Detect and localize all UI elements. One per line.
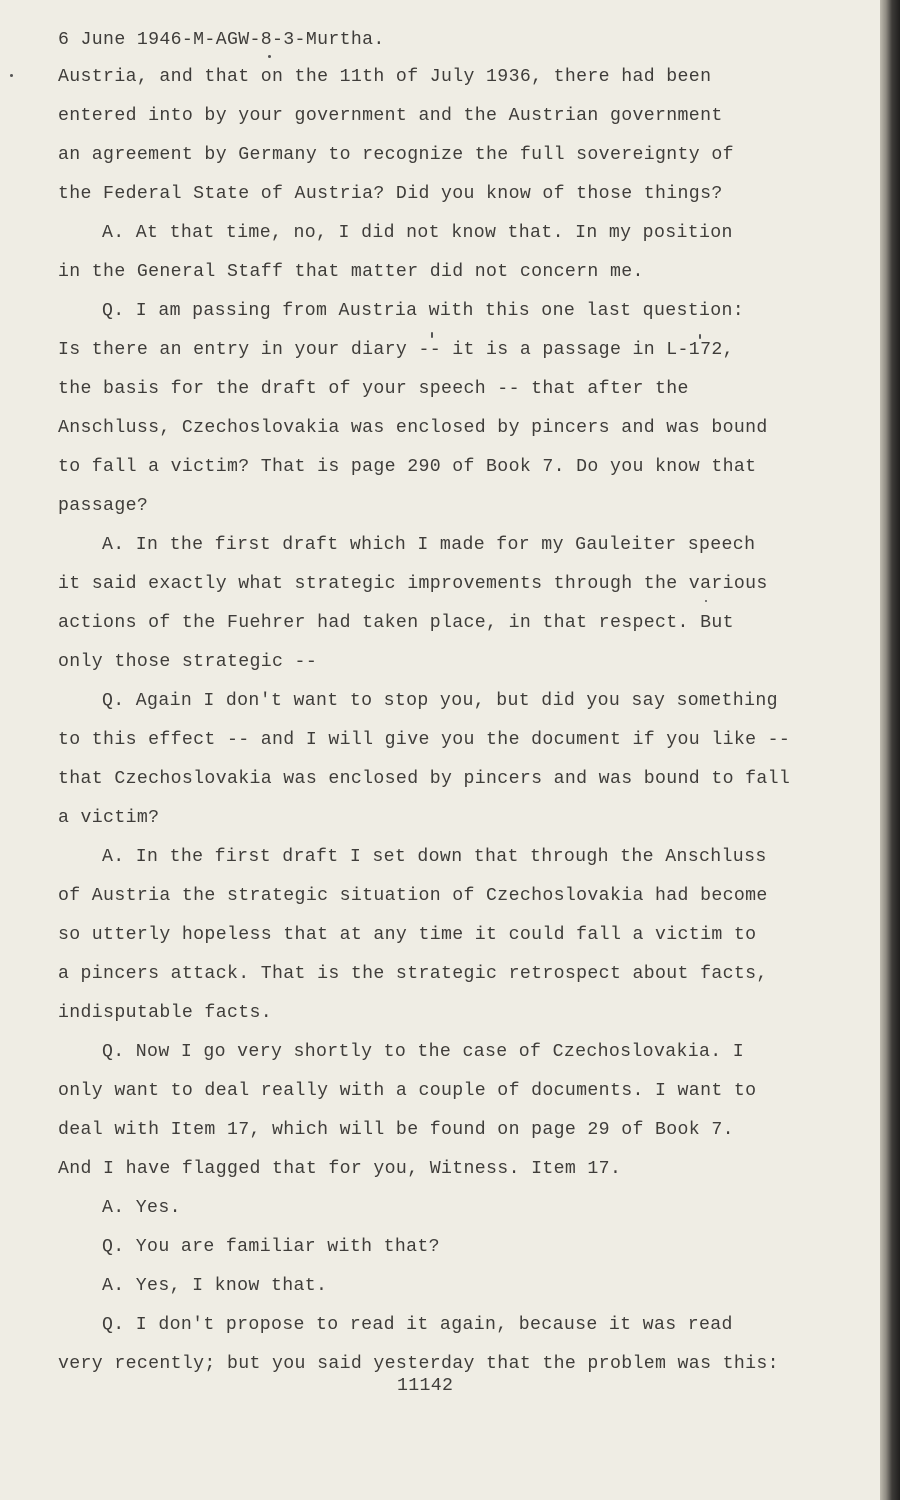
transcript-line: an agreement by Germany to recognize the full sovereignty of	[58, 145, 734, 165]
transcript-line: so utterly hopeless that at any time it could fall a victim to	[58, 925, 757, 945]
transcript-line: A. Yes.	[102, 1198, 181, 1218]
ink-dot	[705, 600, 707, 602]
transcript-line: And I have flagged that for you, Witness. Item 17.	[58, 1159, 622, 1179]
transcript-line: A. Yes, I know that.	[102, 1276, 328, 1296]
transcript-line: that Czechoslovakia was enclosed by pincers and was bound to fall	[58, 769, 791, 789]
ink-tick	[699, 334, 701, 339]
page-number: 11142	[397, 1376, 454, 1396]
transcript-line: A. In the first draft which I made for my Gauleiter speech	[102, 535, 756, 555]
transcript-line: to fall a victim? That is page 290 of Book 7. Do you know that	[58, 457, 757, 477]
transcript-line: A. In the first draft I set down that through the Anschluss	[102, 847, 767, 867]
transcript-line: Anschluss, Czechoslovakia was enclosed by pincers and was bound	[58, 418, 768, 438]
transcript-line: it said exactly what strategic improvements through the various	[58, 574, 768, 594]
transcript-line: a victim?	[58, 808, 160, 828]
transcript-body	[58, 62, 858, 1388]
transcript-line: only those strategic --	[58, 652, 318, 672]
transcript-line: deal with Item 17, which will be found on page 29 of Book 7.	[58, 1120, 734, 1140]
transcript-line: the basis for the draft of your speech -- that after the	[58, 379, 689, 399]
transcript-line: actions of the Fuehrer had taken place, in that respect. But	[58, 613, 734, 633]
page-header: 6 June 1946-M-AGW-8-3-Murtha.	[58, 30, 385, 50]
transcript-line: Q. Again I don't want to stop you, but did you say something	[102, 691, 778, 711]
transcript-line: entered into by your government and the Austrian government	[58, 106, 723, 126]
transcript-line: in the General Staff that matter did not concern me.	[58, 262, 644, 282]
transcript-line: indisputable facts.	[58, 1003, 273, 1023]
transcript-line: Q. I am passing from Austria with this one last question:	[102, 301, 745, 321]
transcript-line: very recently; but you said yesterday that the problem was this:	[58, 1354, 779, 1374]
transcript-line: Q. I don't propose to read it again, because it was read	[102, 1315, 733, 1335]
transcript-line: of Austria the strategic situation of Czechoslovakia had become	[58, 886, 768, 906]
transcript-line: Q. Now I go very shortly to the case of Czechoslovakia. I	[102, 1042, 745, 1062]
paper-speck	[10, 74, 13, 77]
ink-tick	[431, 332, 433, 338]
transcript-line: to this effect -- and I will give you the document if you like --	[58, 730, 791, 750]
page-edge-shadow	[880, 0, 900, 1500]
transcript-line: Austria, and that on the 11th of July 1936, there had been	[58, 67, 712, 87]
transcript-line: Is there an entry in your diary -- it is a passage in L-172,	[58, 340, 734, 360]
transcript-line: Q. You are familiar with that?	[102, 1237, 440, 1257]
transcript-line: A. At that time, no, I did not know that. In my position	[102, 223, 733, 243]
transcript-line: the Federal State of Austria? Did you know of those things?	[58, 184, 723, 204]
paper-speck	[268, 55, 271, 58]
transcript-line: only want to deal really with a couple of documents. I want to	[58, 1081, 757, 1101]
transcript-line: a pincers attack. That is the strategic retrospect about facts,	[58, 964, 768, 984]
transcript-line: passage?	[58, 496, 149, 516]
